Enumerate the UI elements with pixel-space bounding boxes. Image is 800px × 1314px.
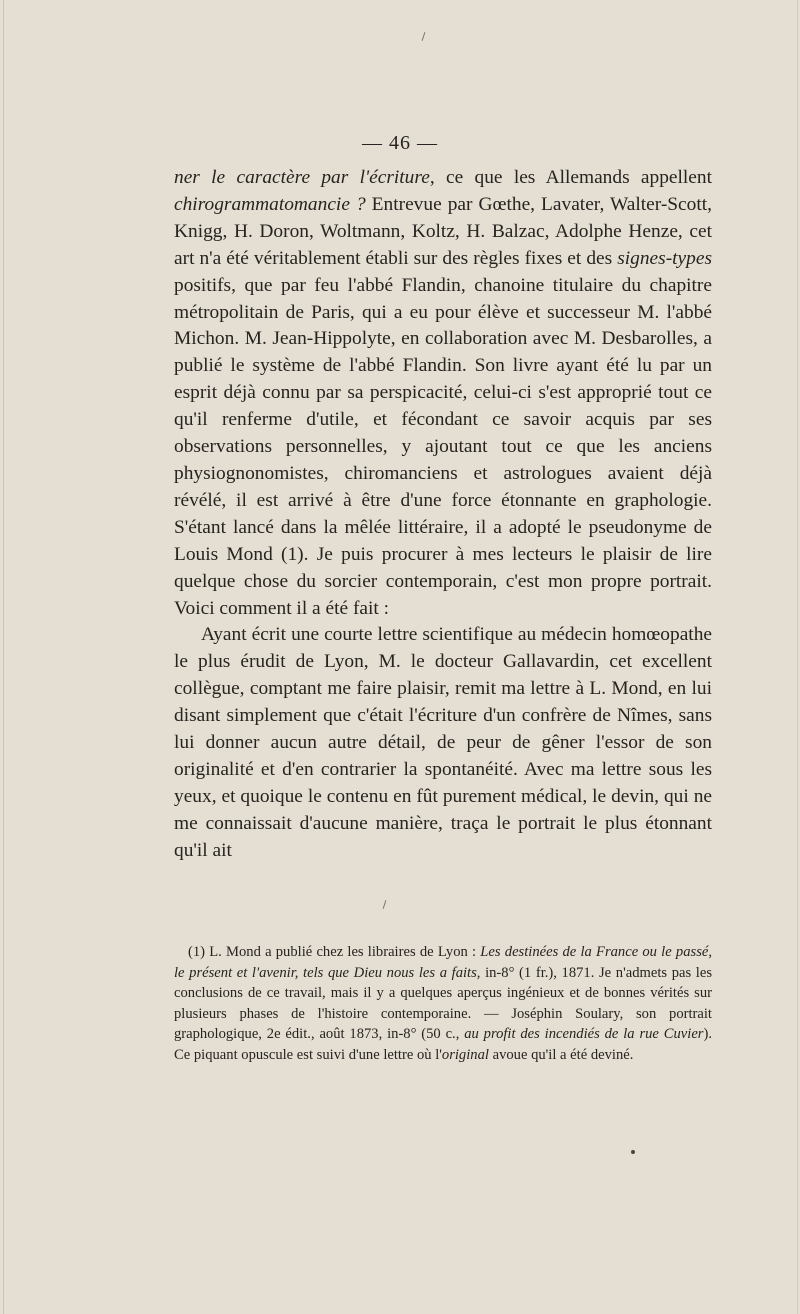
text-run: positifs, que par feu l'abbé Flandin, chanoine titulaire du chapitre métropolitain de Paris, qui a eu pour élève et successeur M. l'abbé Michon. M. Jean-Hippolyte, en collaboration avec M. Desbarolles, a publié le système de l'abbé Flandin. Son livre ayant été lu par un esprit déjà connu par sa perspicacité, celui-ci s'est approprié tout ce qu'il renferme d'utile, et fécondant ce savoir acquis par ses observations personnelles, y ajoutant tout ce que les anciens physiognonomistes, chiromanciens et astrologues avaient déjà révélé, il est arrivé à être d'une force étonnante en graphologie. S'étant lancé dans la mêlée littéraire, il a adopté le pseudonyme de Louis Mond (1). Je puis procurer à mes lecteurs le plaisir de lire quelque chose du sorcier contemporain, c'est mon propre portrait. Voici comment il a été fait : (174, 274, 712, 619)
paragraph-1 (174, 165, 712, 622)
italic-text-run: au profit des incendiés de la rue Cuvier (464, 1026, 704, 1043)
page-edge-right (797, 0, 798, 1314)
italic-text-run: original (441, 1046, 489, 1063)
text-run: Entrevue par Gœthe, Lavater, Walter-Scott, Knigg, H. Doron, Woltmann, Koltz, H. Balzac, Adolphe Henze, cet art n'a été véritablement établi sur des règles fixes et des (174, 193, 712, 269)
italic-text-run: signes-types (617, 247, 712, 269)
page-number: — 46 — (362, 132, 438, 154)
body-text (174, 165, 712, 865)
text-run: Ayant écrit une courte lettre scientifique au médecin homœopathe le plus érudit de Lyon, M. le docteur Gallavardin, cet excellent collègue, comptant me faire plaisir, remit ma lettre à L. Mond, en lui disant simplement que c'était l'écriture d'un confrère de Nîmes, sans lui donner aucun autre détail, de peur de gêner l'essor de son originalité et d'en contrarier la spontanéité. Avec ma lettre sous les yeux, et quoique le contenu en fût purement médical, le devin, qui ne me connaissait d'aucune manière, traça le portrait le plus étonnant qu'il ait (174, 624, 712, 861)
italic-text-run: chirogrammatomancie ? (174, 193, 366, 215)
footnote-block (174, 942, 712, 1066)
text-run: (1) L. Mond a publié chez les libraires de Lyon : (188, 944, 481, 960)
footnote-1 (174, 942, 712, 1066)
page-edge-left (3, 0, 4, 1314)
text-run: , in-8° (1 fr.), 1871. Je n'admets pas les conclusions de ce travail, mais il y a quelques aperçus ingénieux et de bonnes vérités sur plusieurs phases de l'histoire contemporaine. — Joséphin Soulary, son portrait graphologique, 2e édit., août 1873, in-8° (50 c., (174, 964, 712, 1043)
italic-text-run: ner le caractère par l'écriture (174, 167, 430, 188)
italic-text-run: Les destinées de la France ou le passé, le présent et l'avenir, tels que Dieu nous les a faits (174, 944, 713, 981)
paper-mark (383, 900, 387, 909)
text-run: ). Ce piquant opuscule est suivi d'une lettre où l' (174, 1026, 712, 1063)
text-run: avoue qu'il a été deviné. (488, 1046, 634, 1063)
text-run: , ce que les Allemands appellent (429, 167, 712, 188)
paragraph-2 (174, 622, 712, 864)
ink-speck (631, 1150, 635, 1154)
paper-mark (422, 32, 426, 41)
